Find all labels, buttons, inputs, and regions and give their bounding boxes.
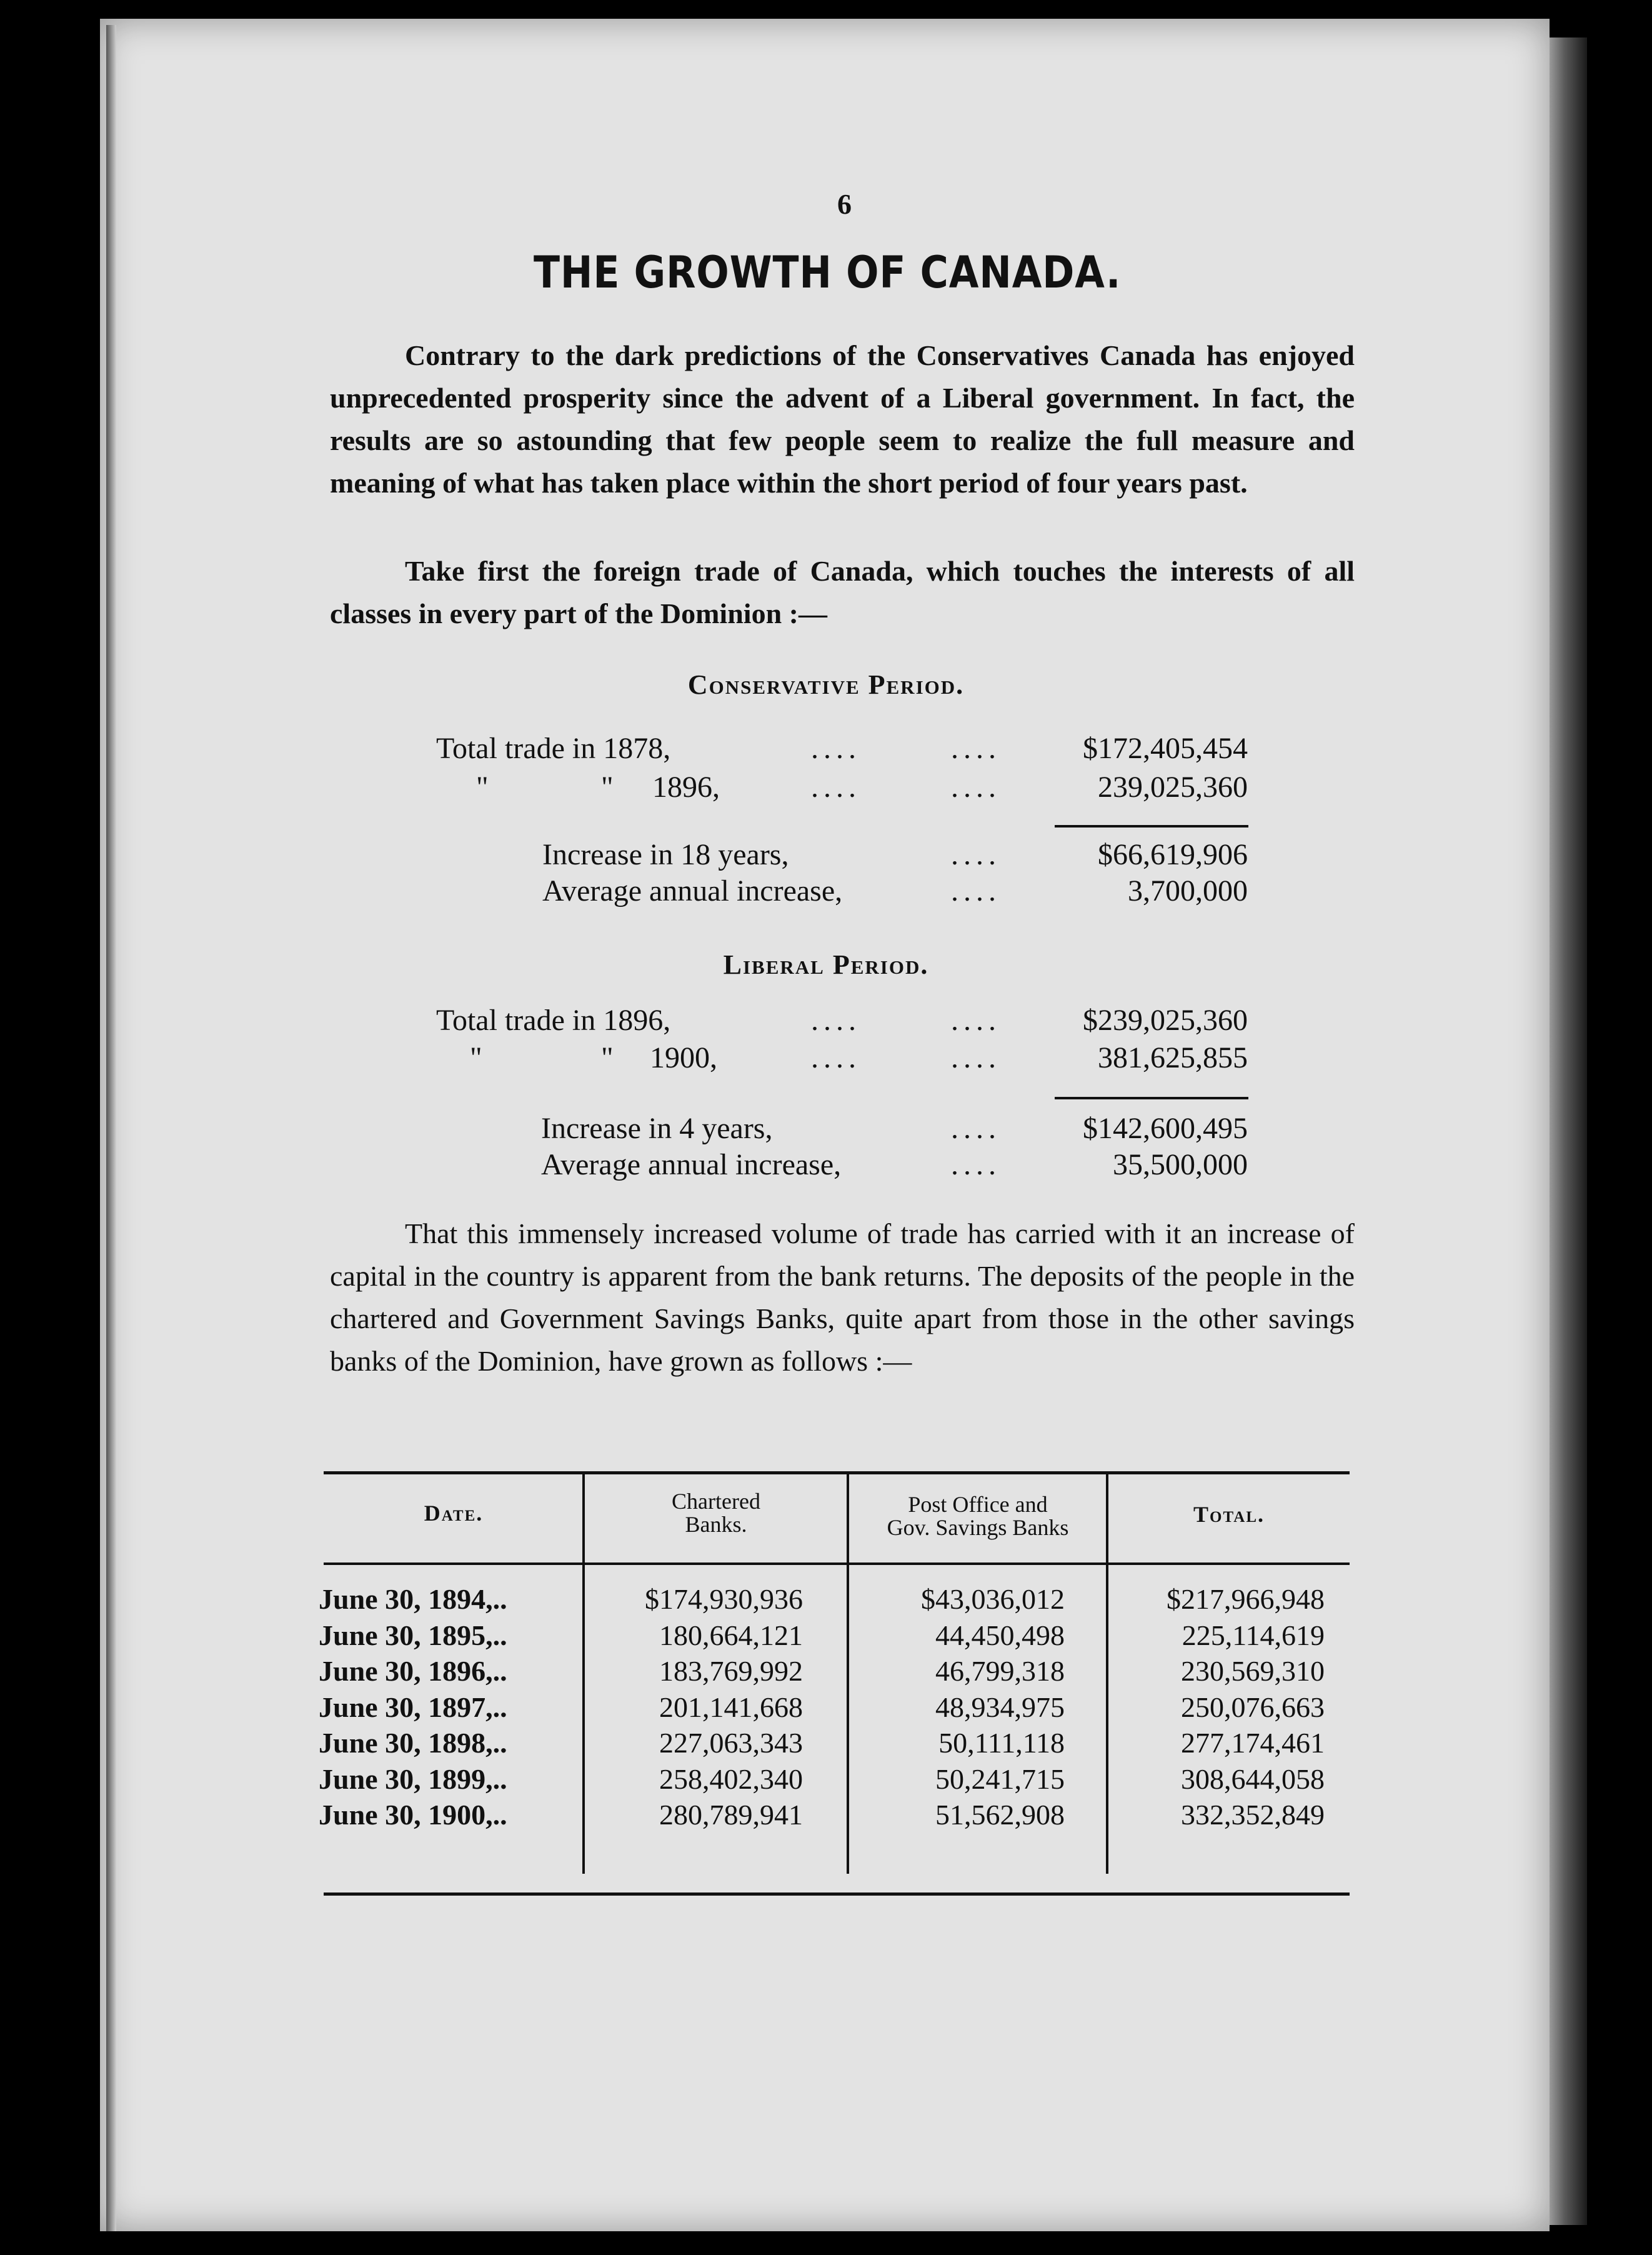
table-top-rule	[324, 1471, 1350, 1474]
conservative-increase-dots: ....	[951, 838, 1001, 871]
cell-post: $43,036,012	[921, 1583, 1065, 1615]
liberal-average-value: 35,500,000	[1113, 1148, 1248, 1181]
deposits-paragraph	[330, 1212, 1355, 1382]
cell-date: June 30, 1898,..	[319, 1727, 507, 1759]
cell-chartered: 201,141,668	[659, 1691, 803, 1723]
liberal-average-label: Average annual increase,	[541, 1148, 842, 1181]
trade-intro-paragraph	[330, 550, 1355, 635]
liberal-row1-label: Total trade in 1896,	[436, 1004, 671, 1037]
liberal-sum-rule	[1055, 1097, 1248, 1099]
cell-date: June 30, 1896,..	[319, 1655, 507, 1687]
header-date: Date.	[424, 1501, 484, 1526]
header-chartered-line2: Banks.	[685, 1512, 747, 1537]
conservative-row2-ditto-1: "	[476, 771, 489, 804]
conservative-period-heading: Conservative Period.	[687, 669, 965, 700]
deposits-paragraph-text: That this immensely increased volume of trade has carried with it an increase of capital in the country is apparent from the bank returns. The deposits of the people in the chartered and Government Savings Banks, quite apart from those in the other savings banks of the Dominion, have grown as follows :—	[330, 1218, 1355, 1377]
cell-date: June 30, 1899,..	[319, 1762, 507, 1795]
liberal-period-heading: Liberal Period.	[723, 949, 929, 980]
cell-total: 230,569,310	[1181, 1655, 1325, 1687]
conservative-increase-value: $66,619,906	[1098, 838, 1248, 871]
liberal-increase-value: $142,600,495	[1083, 1112, 1248, 1145]
liberal-row2-ditto-1: "	[470, 1041, 482, 1074]
conservative-average-dots: ....	[951, 874, 1001, 908]
cell-post: 51,562,908	[935, 1799, 1065, 1831]
cell-chartered: $174,930,936	[645, 1583, 803, 1615]
liberal-row2-ditto-2: "	[601, 1041, 614, 1074]
liberal-increase-dots: ....	[951, 1112, 1001, 1145]
cell-post: 50,111,118	[938, 1727, 1065, 1759]
liberal-row1-dots-b: ....	[951, 1004, 1001, 1037]
conservative-row2-ditto-2: "	[601, 771, 614, 804]
liberal-row1-value: $239,025,360	[1083, 1004, 1248, 1037]
cell-chartered: 258,402,340	[659, 1762, 803, 1795]
conservative-increase-label: Increase in 18 years,	[542, 838, 789, 871]
liberal-row1-dots-a: ....	[811, 1004, 861, 1037]
cell-total: 277,174,461	[1181, 1727, 1325, 1759]
cell-date: June 30, 1900,..	[319, 1799, 507, 1831]
table-header-rule	[324, 1562, 1350, 1565]
liberal-row2-value: 381,625,855	[1098, 1041, 1248, 1074]
liberal-row2-dots-b: ....	[951, 1041, 1001, 1074]
page-binding-shadow	[106, 25, 116, 2231]
cell-total: $217,966,948	[1167, 1583, 1325, 1615]
intro-paragraph	[330, 334, 1355, 504]
conservative-row2-value: 239,025,360	[1098, 771, 1248, 804]
liberal-increase-label: Increase in 4 years,	[541, 1112, 773, 1145]
conservative-average-label: Average annual increase,	[542, 874, 843, 908]
trade-intro-text: Take first the foreign trade of Canada, which touches the interests of all classes in every part of the Dominion :—	[330, 555, 1355, 629]
cell-total: 332,352,849	[1181, 1799, 1325, 1831]
cell-date: June 30, 1894,..	[319, 1583, 507, 1615]
conservative-row1-value: $172,405,454	[1083, 732, 1248, 765]
liberal-row2-dots-a: ....	[811, 1041, 861, 1074]
cell-chartered: 180,664,121	[659, 1619, 803, 1651]
conservative-row1-label: Total trade in 1878,	[436, 732, 671, 765]
conservative-row1-dots-a: ....	[811, 732, 861, 765]
page-number: 6	[837, 188, 852, 220]
table-bottom-rule	[324, 1892, 1350, 1896]
next-page-edge	[1550, 38, 1587, 2225]
header-post-line2: Gov. Savings Banks	[887, 1515, 1069, 1540]
cell-post: 44,450,498	[935, 1619, 1065, 1651]
conservative-sum-rule	[1055, 825, 1248, 828]
cell-post: 48,934,975	[935, 1691, 1065, 1723]
conservative-row2-dots-a: ....	[811, 771, 861, 804]
liberal-average-dots: ....	[951, 1148, 1001, 1181]
cell-total: 250,076,663	[1181, 1691, 1325, 1723]
liberal-row2-year: 1900,	[650, 1041, 717, 1074]
cell-total: 225,114,619	[1182, 1619, 1325, 1651]
cell-total: 308,644,058	[1181, 1762, 1325, 1795]
header-post-line1: Post Office and	[908, 1492, 1048, 1517]
cell-date: June 30, 1895,..	[319, 1619, 507, 1651]
header-chartered-line1: Chartered	[672, 1489, 760, 1514]
cell-date: June 30, 1897,..	[319, 1691, 507, 1723]
intro-paragraph-text: Contrary to the dark predictions of the Conservatives Canada has enjoyed unprecedented prosperity since the advent of a Liberal government. In fact, the results are so astounding that few people seem to realize the full measure and meaning of what has taken place within the short period of four years past.	[330, 339, 1355, 499]
cell-post: 50,241,715	[935, 1762, 1065, 1795]
conservative-row2-dots-b: ....	[951, 771, 1001, 804]
cell-chartered: 183,769,992	[659, 1655, 803, 1687]
cell-chartered: 280,789,941	[659, 1799, 803, 1831]
conservative-row2-year: 1896,	[652, 771, 720, 804]
conservative-row1-dots-b: ....	[951, 732, 1001, 765]
page-title: THE GROWTH OF CANADA.	[534, 247, 1122, 298]
header-total: Total.	[1193, 1502, 1265, 1527]
conservative-average-value: 3,700,000	[1128, 874, 1248, 908]
cell-chartered: 227,063,343	[659, 1727, 803, 1759]
cell-post: 46,799,318	[935, 1655, 1065, 1687]
